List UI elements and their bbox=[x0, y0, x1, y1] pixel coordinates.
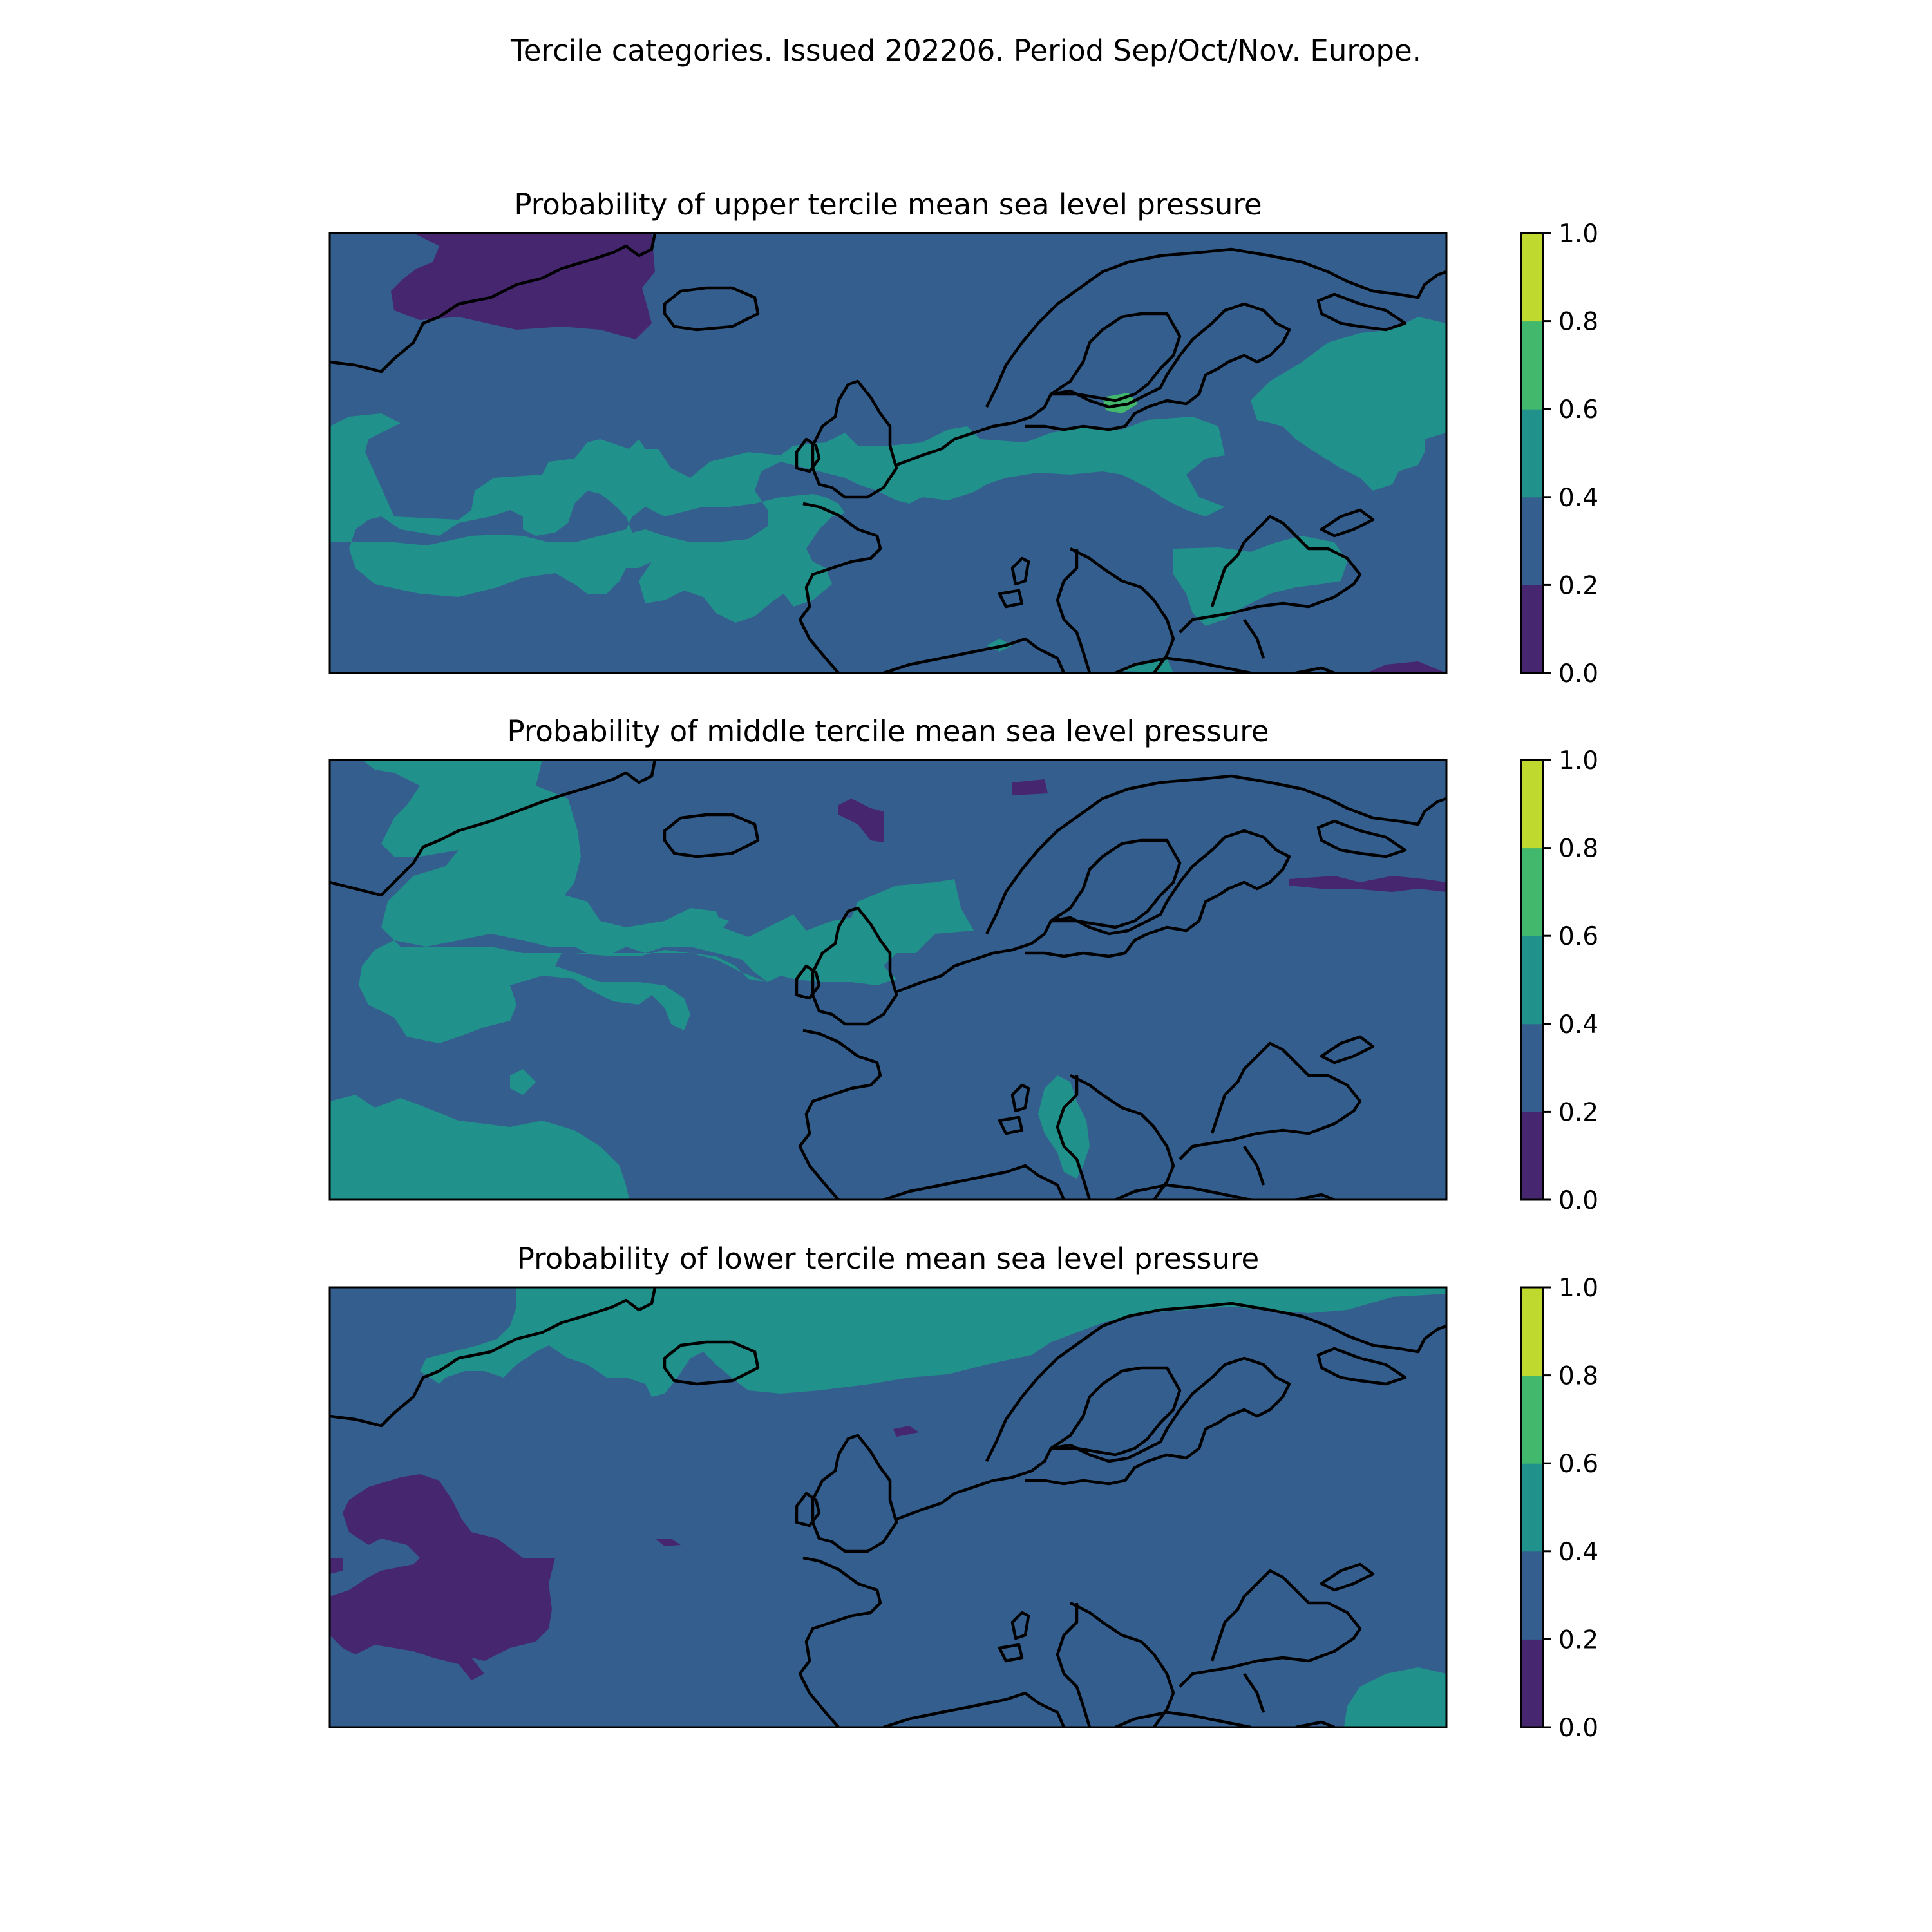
colorbar-tick-label: 1.0 bbox=[1558, 220, 1599, 249]
colorbar-middle bbox=[1521, 746, 1598, 1215]
panel-title: Probability of lower tercile mean sea level pressure bbox=[516, 1242, 1260, 1276]
colorbar-segment bbox=[1521, 1287, 1543, 1376]
colorbar-segment bbox=[1521, 497, 1543, 585]
colorbar-segment bbox=[1521, 1463, 1543, 1551]
colorbar-tick-label: 1.0 bbox=[1558, 746, 1599, 775]
colorbar-lower bbox=[1521, 1274, 1598, 1743]
colorbar-tick-label: 0.2 bbox=[1558, 1098, 1599, 1128]
colorbar-tick-label: 0.6 bbox=[1558, 1450, 1599, 1479]
colorbar-segment bbox=[1521, 848, 1543, 936]
figure-suptitle: Tercile categories. Issued 202206. Period Sep/Oct/Nov. Europe. bbox=[511, 33, 1421, 68]
colorbar-tick-label: 0.0 bbox=[1558, 1714, 1599, 1743]
colorbar-tick-label: 0.0 bbox=[1558, 659, 1599, 688]
colorbar-upper bbox=[1521, 220, 1598, 688]
panel-middle bbox=[330, 714, 1598, 1215]
colorbar-tick-label: 0.4 bbox=[1558, 1537, 1599, 1567]
panel-lower bbox=[330, 1242, 1598, 1743]
colorbar-segment bbox=[1521, 1376, 1543, 1464]
colorbar-tick-label: 1.0 bbox=[1558, 1274, 1599, 1303]
colorbar-segment bbox=[1521, 936, 1543, 1024]
panel-title: Probability of upper tercile mean sea level pressure bbox=[514, 187, 1262, 222]
colorbar-tick-label: 0.4 bbox=[1558, 1010, 1599, 1039]
colorbar-segment bbox=[1521, 585, 1543, 673]
map-middle bbox=[330, 760, 1446, 1200]
map-upper bbox=[330, 233, 1446, 673]
map-lower bbox=[330, 1287, 1446, 1727]
colorbar-segment bbox=[1521, 1551, 1543, 1640]
colorbar-segment bbox=[1521, 1112, 1543, 1200]
panel-title: Probability of middle tercile mean sea level pressure bbox=[507, 714, 1269, 748]
colorbar-tick-label: 0.6 bbox=[1558, 922, 1599, 952]
colorbar-tick-label: 0.0 bbox=[1558, 1186, 1599, 1215]
colorbar-tick-label: 0.2 bbox=[1558, 1625, 1599, 1655]
colorbar-segment bbox=[1521, 321, 1543, 410]
colorbar-tick-label: 0.6 bbox=[1558, 395, 1599, 425]
colorbar-tick-label: 0.8 bbox=[1558, 307, 1599, 337]
colorbar-segment bbox=[1521, 409, 1543, 497]
colorbar-tick-label: 0.8 bbox=[1558, 834, 1599, 864]
colorbar-segment bbox=[1521, 233, 1543, 321]
colorbar-tick-label: 0.4 bbox=[1558, 483, 1599, 513]
colorbar-segment bbox=[1521, 1024, 1543, 1112]
colorbar-segment bbox=[1521, 1639, 1543, 1727]
panel-upper bbox=[330, 187, 1598, 688]
colorbar-tick-label: 0.8 bbox=[1558, 1361, 1599, 1391]
colorbar-segment bbox=[1521, 760, 1543, 848]
colorbar-tick-label: 0.2 bbox=[1558, 571, 1599, 601]
